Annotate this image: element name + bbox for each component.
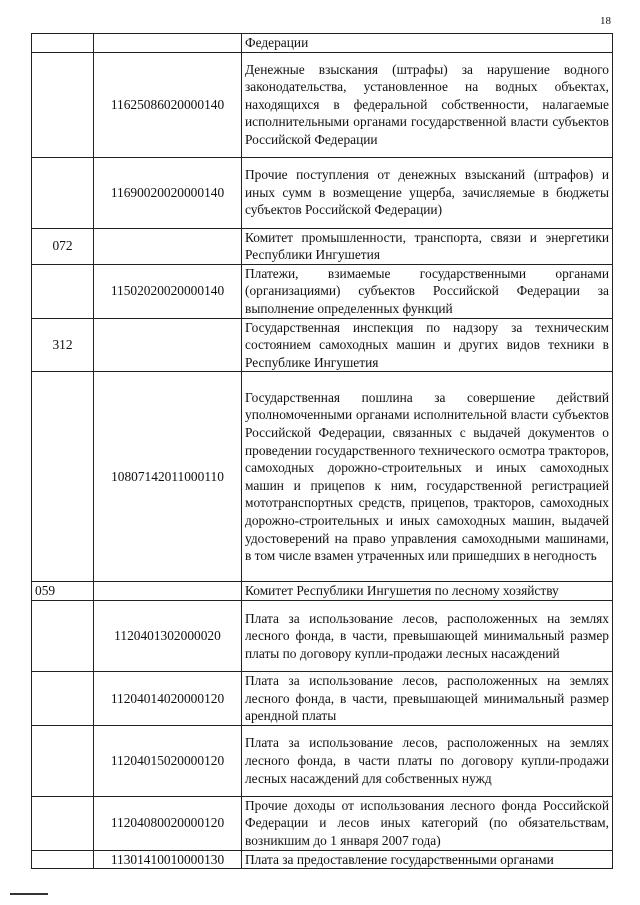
description-cell: Плата за использование лесов, расположенных на землях лесного фонда, в части платы по договору купли-продажи лесных насаждений для собственных нужд [242,725,613,796]
description-cell: Государственная инспекция по надзору за техническим состоянием самоходных машин и других видов техники в Республике Ингушетия [242,318,613,372]
table-row [32,796,613,850]
agency-code-cell [32,372,94,582]
agency-code-cell [32,850,94,869]
description-cell: Федерации [242,34,613,53]
table-row [32,318,613,372]
description-cell: Платежи, взимаемые государственными органами (организациями) субъектов Российской Федерации за выполнение определенных функций [242,264,613,318]
table-row [32,850,613,869]
revenue-code-cell: 10807142011000110 [94,372,242,582]
budget-codes-table [31,33,613,869]
agency-code-cell: 072 [32,228,94,264]
table-row [32,34,613,53]
agency-code-cell [32,796,94,850]
agency-code-cell: 312 [32,318,94,372]
table-row [32,52,613,157]
table-row [32,671,613,725]
revenue-code-cell [94,34,242,53]
revenue-code-cell: 1120401302000020 [94,600,242,671]
revenue-code-cell: 11625086020000140 [94,52,242,157]
table-row [32,725,613,796]
description-cell: Плата за использование лесов, расположенных на землях лесного фонда, в части, превышающей минимальный размер арендной платы [242,671,613,725]
description-cell: Денежные взыскания (штрафы) за нарушение водного законодательства, установленное на водных объектах, находящихся в федеральной собственности, налагаемые исполнительными органами государственной власти субъектов Российской Федерации [242,52,613,157]
table-row [32,157,613,228]
agency-code-cell [32,725,94,796]
agency-code-cell: 059 [32,582,94,601]
revenue-code-cell: 11690020020000140 [94,157,242,228]
agency-code-cell [32,600,94,671]
description-cell: Комитет Республики Ингушетия по лесному хозяйству [242,582,613,601]
table-row [32,372,613,582]
agency-code-cell [32,157,94,228]
description-cell: Комитет промышленности, транспорта, связи и энергетики Республики Ингушетия [242,228,613,264]
scan-edge-mark [10,893,48,895]
revenue-code-cell: 11204015020000120 [94,725,242,796]
revenue-code-cell: 11204014020000120 [94,671,242,725]
revenue-code-cell [94,228,242,264]
table-row [32,228,613,264]
description-cell: Государственная пошлина за совершение действий уполномоченными органами исполнительной власти субъектов Российской Федерации, связанных с выдачей документов о проведении государственного технического осмотра тракторов, самоходных дорожно-строительных и иных самоходных машин и прицепов к ним, государственной регистрацией мототранспортных средств, прицепов, тракторов, самоходных дорожно-строительных и иных самоходных машин, выдачей удостоверений на право управления самоходными машинами, в том числе взамен утраченных или пришедших в негодность [242,372,613,582]
agency-code-cell [32,34,94,53]
description-cell: Прочие поступления от денежных взысканий (штрафов) и иных сумм в возмещение ущерба, зачисляемые в бюджеты субъектов Российской Федерации) [242,157,613,228]
description-cell: Плата за использование лесов, расположенных на землях лесного фонда, в части, превышающей минимальный размер платы по договору купли-продажи лесных насаждений [242,600,613,671]
revenue-code-cell [94,318,242,372]
page-number: 18 [600,15,611,27]
agency-code-cell [32,671,94,725]
revenue-code-cell: 11502020020000140 [94,264,242,318]
agency-code-cell [32,52,94,157]
agency-code-cell [32,264,94,318]
revenue-code-cell [94,582,242,601]
table-row [32,264,613,318]
description-cell: Плата за предоставление государственными органами [242,850,613,869]
table-row [32,582,613,601]
revenue-code-cell: 11301410010000130 [94,850,242,869]
table-row [32,600,613,671]
description-cell: Прочие доходы от использования лесного фонда Российской Федерации и лесов иных категорий (по обязательствам, возникшим до 1 января 2007 года) [242,796,613,850]
revenue-code-cell: 11204080020000120 [94,796,242,850]
